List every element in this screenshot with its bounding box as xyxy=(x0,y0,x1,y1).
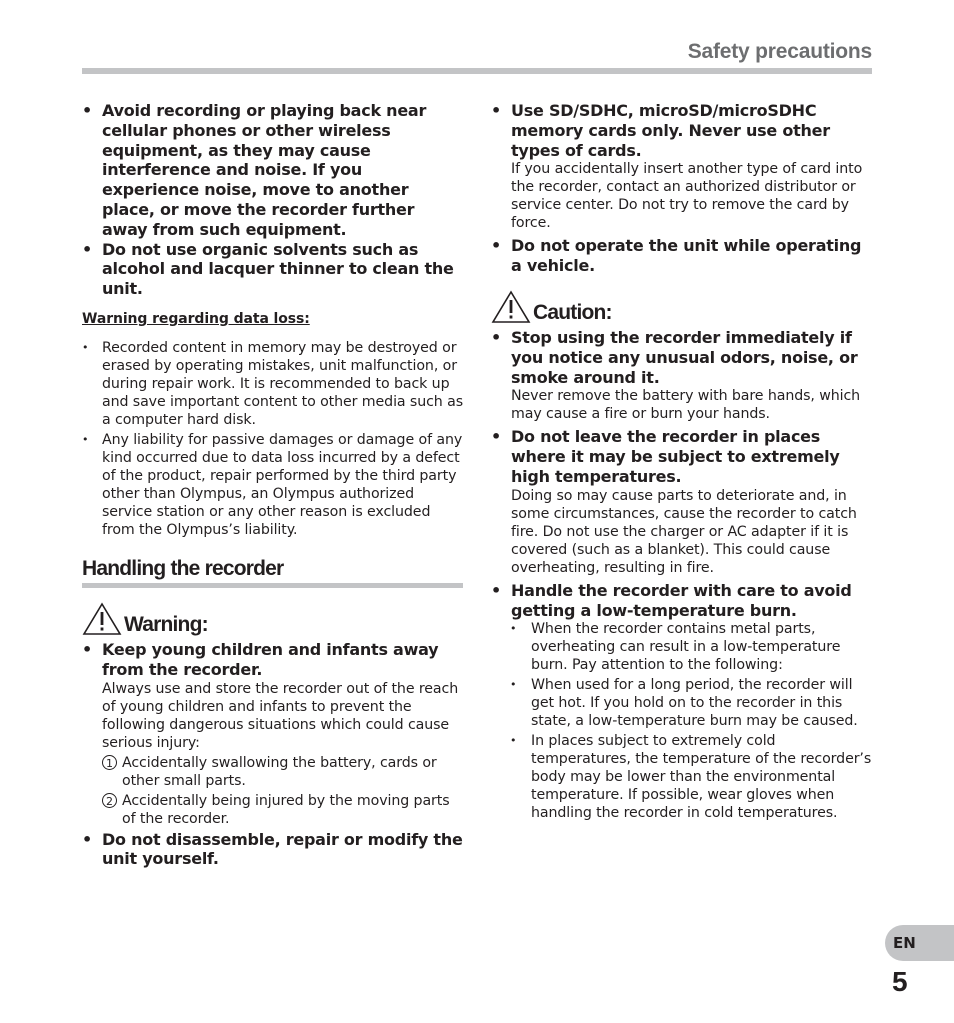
warning-heading xyxy=(82,602,463,636)
caution-triangle-icon xyxy=(491,290,531,324)
page-number: 5 xyxy=(892,966,907,997)
page-title: Safety precautions xyxy=(687,40,872,63)
bullet-heading: • Avoid recording or playing back near cellular phones or other wireless equipment, as they may cause interference and noise. If you experience noise, move to another place, or move the recorder further away from such equipment. xyxy=(82,101,463,240)
bullet-heading: • Do not leave the recorder in places where it may be subject to extremely high temperatures. xyxy=(491,427,872,486)
bullet-heading: • Keep young children and infants away from the recorder. xyxy=(82,640,463,680)
section-heading: Handling the recorder xyxy=(82,557,463,588)
bullet-heading: • Do not disassemble, repair or modify the unit yourself. xyxy=(82,830,463,870)
body-text: Always use and store the recorder out of the reach of young children and infants to prevent the following dangerous situations which could cause serious injury: xyxy=(102,680,459,751)
bullet-heading: • Stop using the recorder immediately if you notice any unusual odors, noise, or smoke around it. xyxy=(491,328,872,387)
list-item-text: Accidentally being injured by the moving parts of the recorder. xyxy=(122,792,450,827)
body-text: Doing so may cause parts to deteriorate and, in some circumstances, cause the recorder to catch fire. Do not use the charger or AC adapter if it is covered (such as a blanket). This could cause overheating, resulting in fire. xyxy=(511,487,857,576)
list-item: • In places subject to extremely cold temperatures, the temperature of the recorder’s body may be lower than the environmental temperature. If possible, wear gloves when handling the recorder in cold temperatures. xyxy=(491,732,872,822)
numbered-list xyxy=(82,754,463,828)
bullet-heading: • Handle the recorder with care to avoid getting a low-temperature burn. xyxy=(491,581,872,621)
bullet-heading: • Do not operate the unit while operating a vehicle. xyxy=(491,236,872,276)
circled-number: 1 xyxy=(102,755,117,770)
data-loss-heading: Warning regarding data loss: xyxy=(82,310,310,327)
bullet-heading: • Do not use organic solvents such as alcohol and lacquer thinner to clean the unit. xyxy=(82,240,463,299)
warning-label: Warning: xyxy=(124,612,208,636)
body-text: Never remove the battery with bare hands, which may cause a fire or burn your hands. xyxy=(511,388,861,423)
data-loss-list xyxy=(82,339,463,539)
language-tab: EN xyxy=(885,925,954,961)
list-item xyxy=(82,754,463,790)
body-text: If you accidentally insert another type of card into the recorder, contact an authorized distributor or service center. Do not try to remove the card by force. xyxy=(511,161,863,232)
header-divider xyxy=(82,68,872,74)
caution-label: Caution: xyxy=(533,300,612,324)
list-item: • When the recorder contains metal parts, overheating can result in a low-temperature burn. Pay attention to the following: xyxy=(491,620,872,674)
right-column xyxy=(491,101,872,824)
list-item: • When used for a long period, the recorder will get hot. If you hold on to the recorder in this state, a low-temperature burn may be caused. xyxy=(491,676,872,730)
caution-heading xyxy=(491,290,872,324)
circled-number: 2 xyxy=(102,793,117,808)
warning-triangle-icon xyxy=(82,602,122,636)
list-item-text: Accidentally swallowing the battery, cards or other small parts. xyxy=(122,754,437,789)
list-item: • Recorded content in memory may be destroyed or erased by operating mistakes, unit malfunction, or during repair work. It is recommended to back up and save important content to other media such as a computer hard disk. xyxy=(82,339,463,429)
burn-list xyxy=(491,620,872,822)
list-item xyxy=(82,792,463,828)
list-item: • Any liability for passive damages or damage of any kind occurred due to data loss incurred by a defect of the product, repair performed by the third party other than Olympus, an Olympus authorized service station or any other reason is excluded from the Olympus’s liability. xyxy=(82,431,463,539)
left-column xyxy=(82,101,463,869)
bullet-heading: • Use SD/SDHC, microSD/microSDHC memory cards only. Never use other types of cards. xyxy=(491,101,872,160)
